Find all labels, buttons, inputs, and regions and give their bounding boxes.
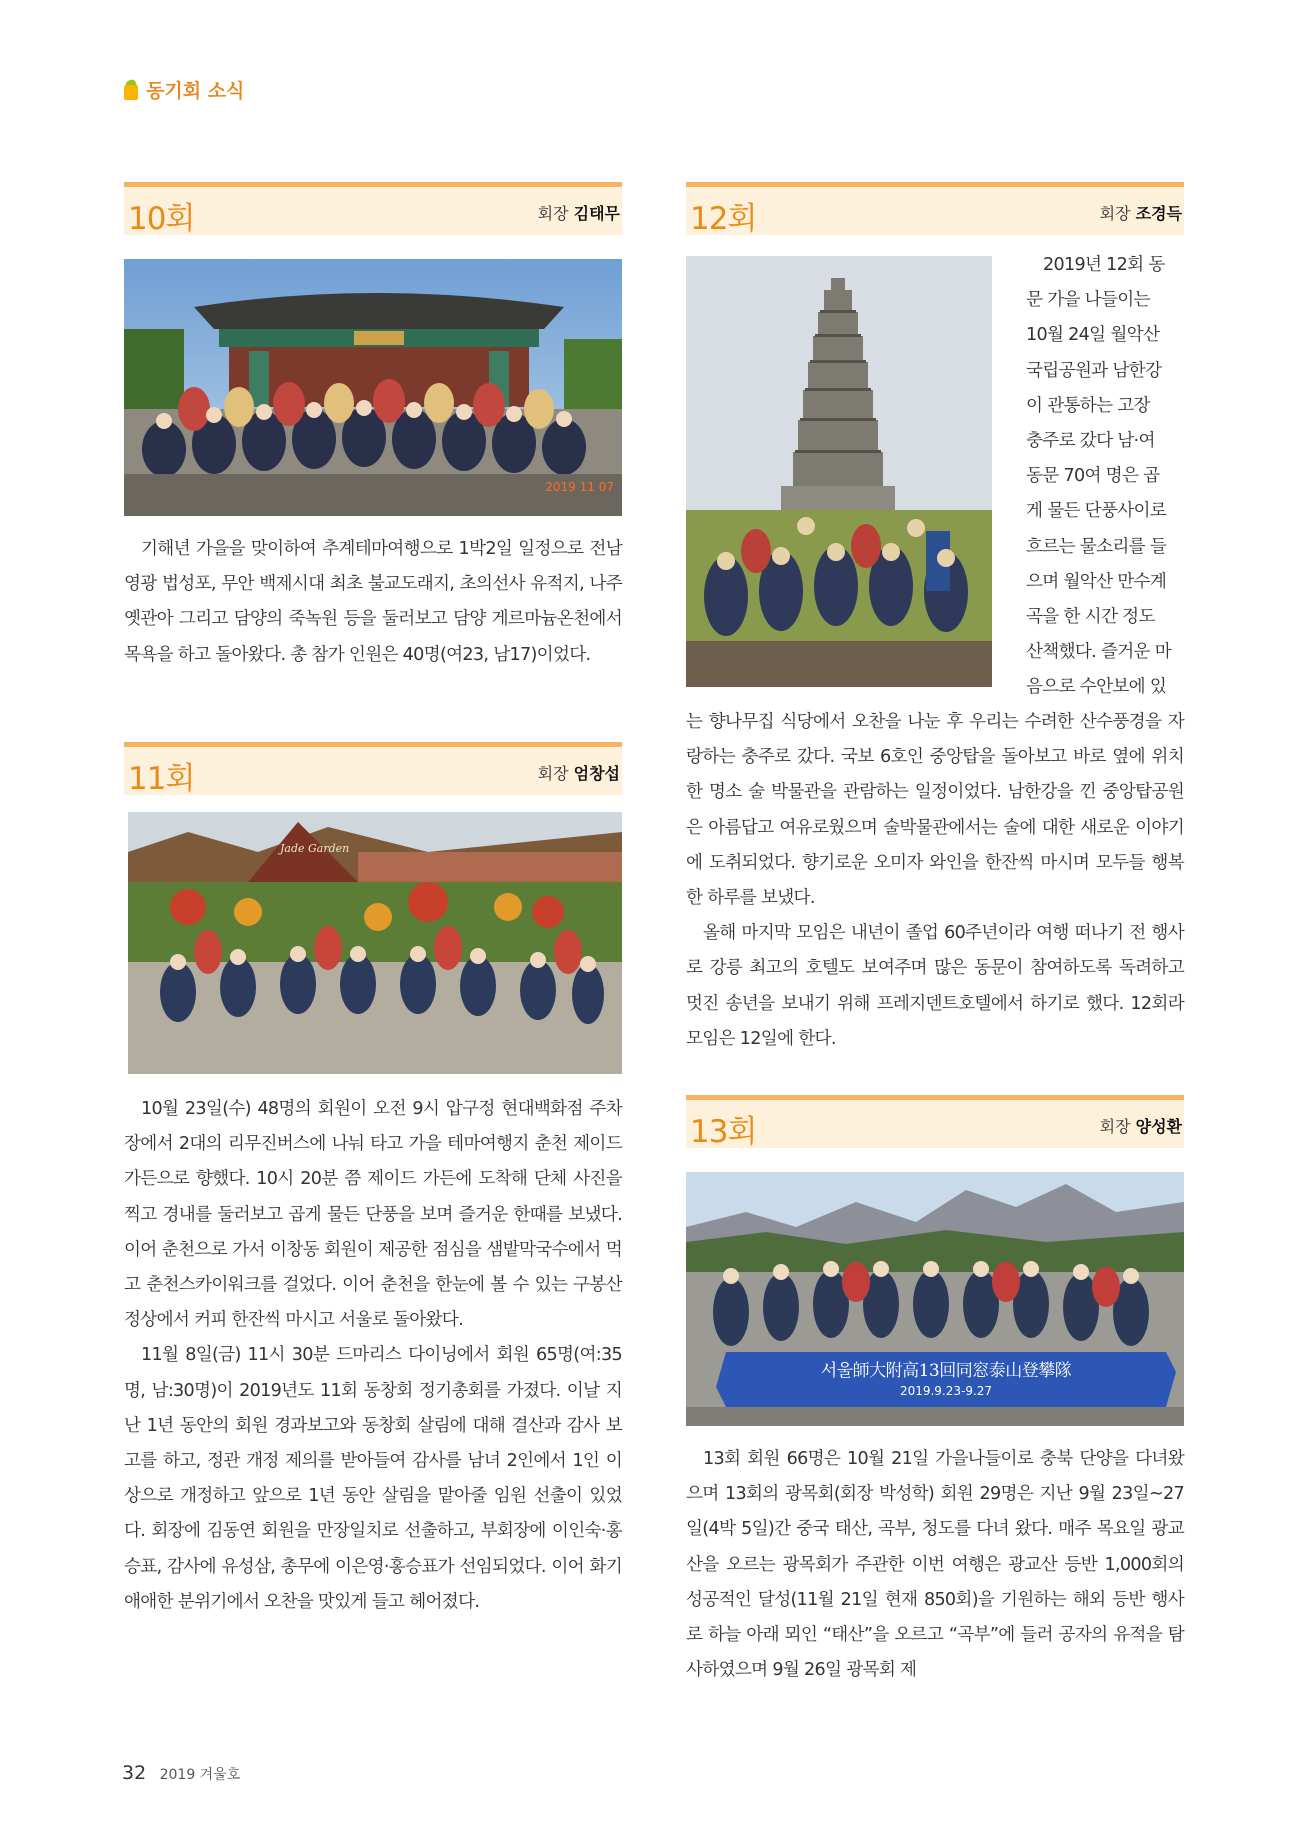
photo-pagoda-group xyxy=(686,256,992,687)
photo-temple-group xyxy=(124,259,622,516)
section-header xyxy=(686,1095,1184,1148)
section-number: 11회 xyxy=(128,761,195,797)
bookmark-icon xyxy=(124,80,140,100)
photo-mountain-group xyxy=(686,1172,1184,1426)
section-11 xyxy=(124,742,622,795)
chair-name: 양성환 xyxy=(1135,1117,1182,1136)
section-header xyxy=(686,182,1184,235)
issue-label: 2019 겨울호 xyxy=(159,1767,241,1783)
chair-name: 김태무 xyxy=(573,204,620,223)
page-number: 32 xyxy=(122,1762,147,1784)
section-11-text: 10월 23일(수) 48명의 회원이 오전 9시 압구정 현대백화점 주차장에서 2대의 리무진버스에 나눠 타고 가을 테마여행지 춘천 제이드 가든으로 향했다. 10시 20분 쯤 제이드 가든에 도착해 단체 사진을 찍고 경내를 둘러보고 곱게 물든 단풍을 보며 즐거운 한때를 보냈다. 이어 춘천으로 가서 이창동 회원이 제공한 점심을 샘밭막국수에서 먹고 춘천스카이워크를 걸었다. 이어 춘천을 한눈에 볼 수 있는 구봉산 정상에서 커피 한잔씩 마시고 서울로 돌아왔다. 11월 8일(금) 11시 30분 드마리스 다이닝에서 회원 65명(여:35명, 남:30명)이 2019년도 11회 동창회 정기총회를 가졌다. 이날 지난 1년 동안의 회원 경과보고와 동창회 살림에 대해 결산과 감사 보고를 하고, 정관 개정 제의를 받아들여 감사를 남녀 2인에서 1인 이상으로 개정하고 앞으로 1년 동안 살림을 맡아줄 임원 선출이 있었다. 회장에 김동연 회원을 만장일치로 선출하고, 부회장에 이인숙·홍승표, 감사에 유성삼, 총무에 이은영·홍승표가 선임되었다. 이어 화기애애한 분위기에서 오찬을 맛있게 들고 헤어졌다. xyxy=(124,1099,622,1612)
chair-line: 회장 김태무 xyxy=(537,204,620,223)
photo-sign-text: Jade Garden xyxy=(280,842,350,855)
section-12 xyxy=(686,182,1184,235)
page-header xyxy=(124,76,244,103)
section-header xyxy=(124,742,622,795)
section-13-text: 13회 회원 66명은 10월 21일 가을나들이로 충북 단양을 다녀왔으며 13회의 광목회(회장 박성학) 회원 29명은 지난 9월 23일~27일(4박 5일)간 중국 태산, 곡부, 청도를 다녀 왔다. 매주 목요일 광교산을 오르는 광목회가 주관한 이번 여행은 광교산 등반 1,000회의 성공적인 달성(11월 21일 현재 850회)을 기원하는 해외 등반 행사로 하늘 아래 뫼인 “태산”을 오르고 “곡부”에 들러 공자의 유적을 탐사하였으며 9월 26일 광목회 제 xyxy=(686,1449,1184,1681)
banner-date: 2019.9.23-9.27 xyxy=(899,1384,993,1398)
photo-garden-group xyxy=(128,812,622,1074)
section-number: 13회 xyxy=(690,1114,757,1150)
section-number: 12회 xyxy=(690,201,757,237)
section-12-text: 는 향나무집 식당에서 오찬을 나눈 후 우리는 수려한 산수풍경을 자랑하는 충주로 갔다. 국보 6호인 중앙탑을 돌아보고 바로 옆에 위치한 명소 술 박물관을 관람하는 일정이었다. 남한강을 낀 중앙탑공원은 아름답고 여유로웠으며 술박물관에서는 술에 대한 새로운 이야기에 도취되었다. 향기로운 오미자 와인을 한잔씩 마시며 모두들 행복한 하루를 보냈다. 올해 마지막 모임은 내년이 졸업 60주년이라 여행 떠나기 전 행사로 강릉 최고의 호텔도 보여주며 많은 동문이 참여하도록 독려하고 멋진 송년을 보내기 위해 프레지덴트호텔에서 하기로 했다. 12회라 모임은 12일에 한다. xyxy=(686,712,1184,1049)
section-10-text: 기해년 가을을 맞이하여 추계테마여행으로 1박2일 일정으로 전남 영광 법성포, 무안 백제시대 최초 불교도래지, 초의선사 유적지, 나주 옛관아 그리고 담양의 죽녹원 등을 둘러보고 담양 게르마늄온천에서 목욕을 하고 돌아왔다. 총 참가 인원은 40명(여23, 남17)이었다. xyxy=(124,539,622,665)
chair-name: 조경득 xyxy=(1135,204,1182,223)
page-title: 동기회 소식 xyxy=(146,80,245,102)
section-13 xyxy=(686,1095,1184,1148)
banner-title: 서울師大附高13回同窓泰山登攀隊 xyxy=(820,1361,1072,1381)
photo-date-stamp: 2019 11 07 xyxy=(545,480,614,494)
chair-line: 회장 엄창섭 xyxy=(537,764,620,783)
section-number: 10회 xyxy=(128,201,195,237)
section-header xyxy=(124,182,622,235)
section-12-side-text: 2019년 12회 동 문 가을 나들이는 10월 24일 월악산 국립공원과 남한강 이 관통하는 고장 충주로 갔다 남·여 동문 70여 명은 곱 게 물든 단풍사이로 흐르는 물소리를 들 으며 월악산 만수계 곡을 한 시간 정도 산책했다. 즐거운 마 음으로 수안보에 있 xyxy=(1026,255,1172,698)
page-footer xyxy=(122,1762,240,1784)
section-10 xyxy=(124,182,622,235)
chair-line: 회장 조경득 xyxy=(1099,204,1182,223)
chair-name: 엄창섭 xyxy=(573,764,620,783)
chair-line: 회장 양성환 xyxy=(1099,1117,1182,1136)
